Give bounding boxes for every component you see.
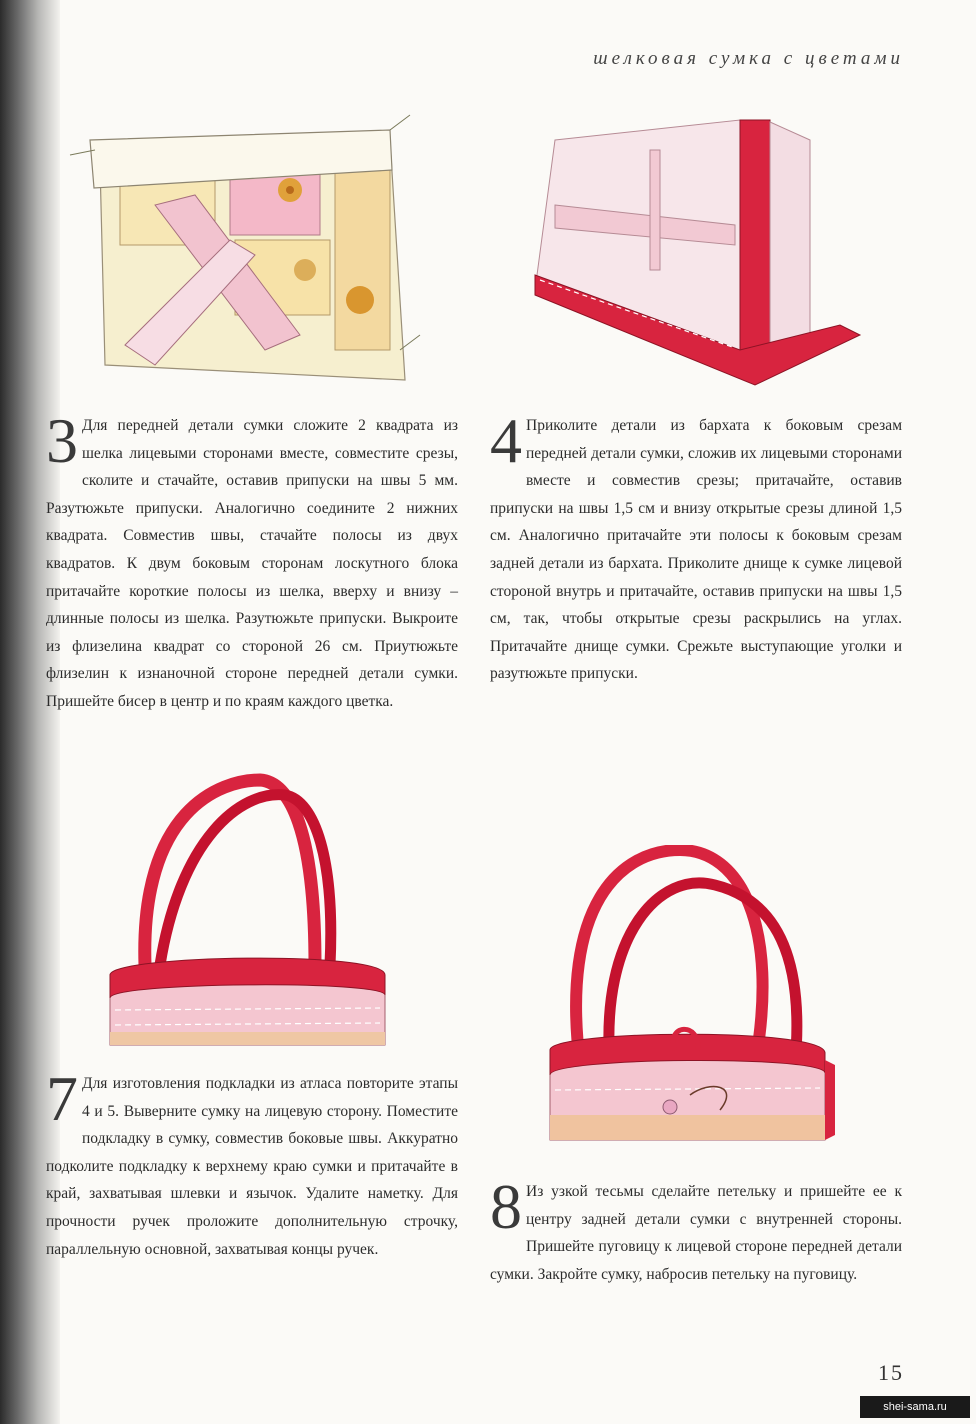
- step-7-number: 7: [46, 1063, 78, 1134]
- step-4-text: Приколите детали из бархата к боковым срезам передней детали сумки, сложив их лицевыми сторонами вместе и совместив срезы; притачайте, оставив припуски на швы 1,5 см и внизу открытые срезы длиной 1,5 см. Аналогично притачайте эти полосы к боковым срезам задней детали из бархата. Приколите днище к сумке лицевой стороной внутрь и притачайте, оставив припуски на швы 1,5 см, так, чтобы открытые срезы раскрылись на углах. Притачайте днище сумки. Срежьте выступающие уголки и разутюжьте припуски.: [490, 417, 902, 683]
- step-3-number: 3: [46, 405, 78, 476]
- illustration-step-3: [60, 110, 460, 385]
- step-7-text: Для изготовления подкладки из атласа повторите этапы 4 и 5. Выверните сумку на лицевую сторону. Поместите подкладку в сумку, совместив боковые швы. Аккуратно подколите подкладку к верхнему краю сумки и притачайте в край, захватывая шлевки и язычок. Удалите наметку. Для прочности ручек проложите дополнительную строчку, параллельную основной, захватывая концы ручек.: [46, 1075, 458, 1258]
- step-3: [46, 405, 458, 716]
- step-4: [490, 405, 902, 688]
- step-7: [46, 1063, 458, 1263]
- illustration-step-7: [100, 770, 400, 1050]
- illustration-step-8: [540, 845, 840, 1145]
- step-8-number: 8: [490, 1171, 522, 1242]
- page-number: 15: [878, 1360, 904, 1385]
- step-8: [490, 1171, 902, 1288]
- site-watermark: shei-sama.ru: [860, 1396, 970, 1418]
- step-8-text: Из узкой тесьмы сделайте петельку и пришейте ее к центру задней детали сумки с внутренней стороны. Пришейте пуговицу к лицевой стороне передней детали сумки. Закройте сумку, набросив петельку на пуговицу.: [490, 1183, 902, 1283]
- running-head: шелковая сумка с цветами: [593, 48, 904, 69]
- illustration-step-4: [510, 110, 910, 395]
- step-3-text: Для передней детали сумки сложите 2 квадрата из шелка лицевыми сторонами вместе, совместите срезы, сколите и стачайте, оставив припуски на швы 5 мм. Разутюжьте припуски. Аналогично соедините 2 нижних квадрата. Совместив швы, стачайте полосы из двух квадратов. К двум боковым сторонам лоскутного блока притачайте короткие полосы из шелка, вверху и внизу – длинные полосы из шелка. Разутюжьте припуски. Выкроите из флизелина квадрат со стороной 26 см. Приутюжьте флизелин к изнаночной стороне передней детали сумки. Пришейте бисер в центр и по краям каждого цветка.: [46, 417, 458, 710]
- step-4-number: 4: [490, 405, 522, 476]
